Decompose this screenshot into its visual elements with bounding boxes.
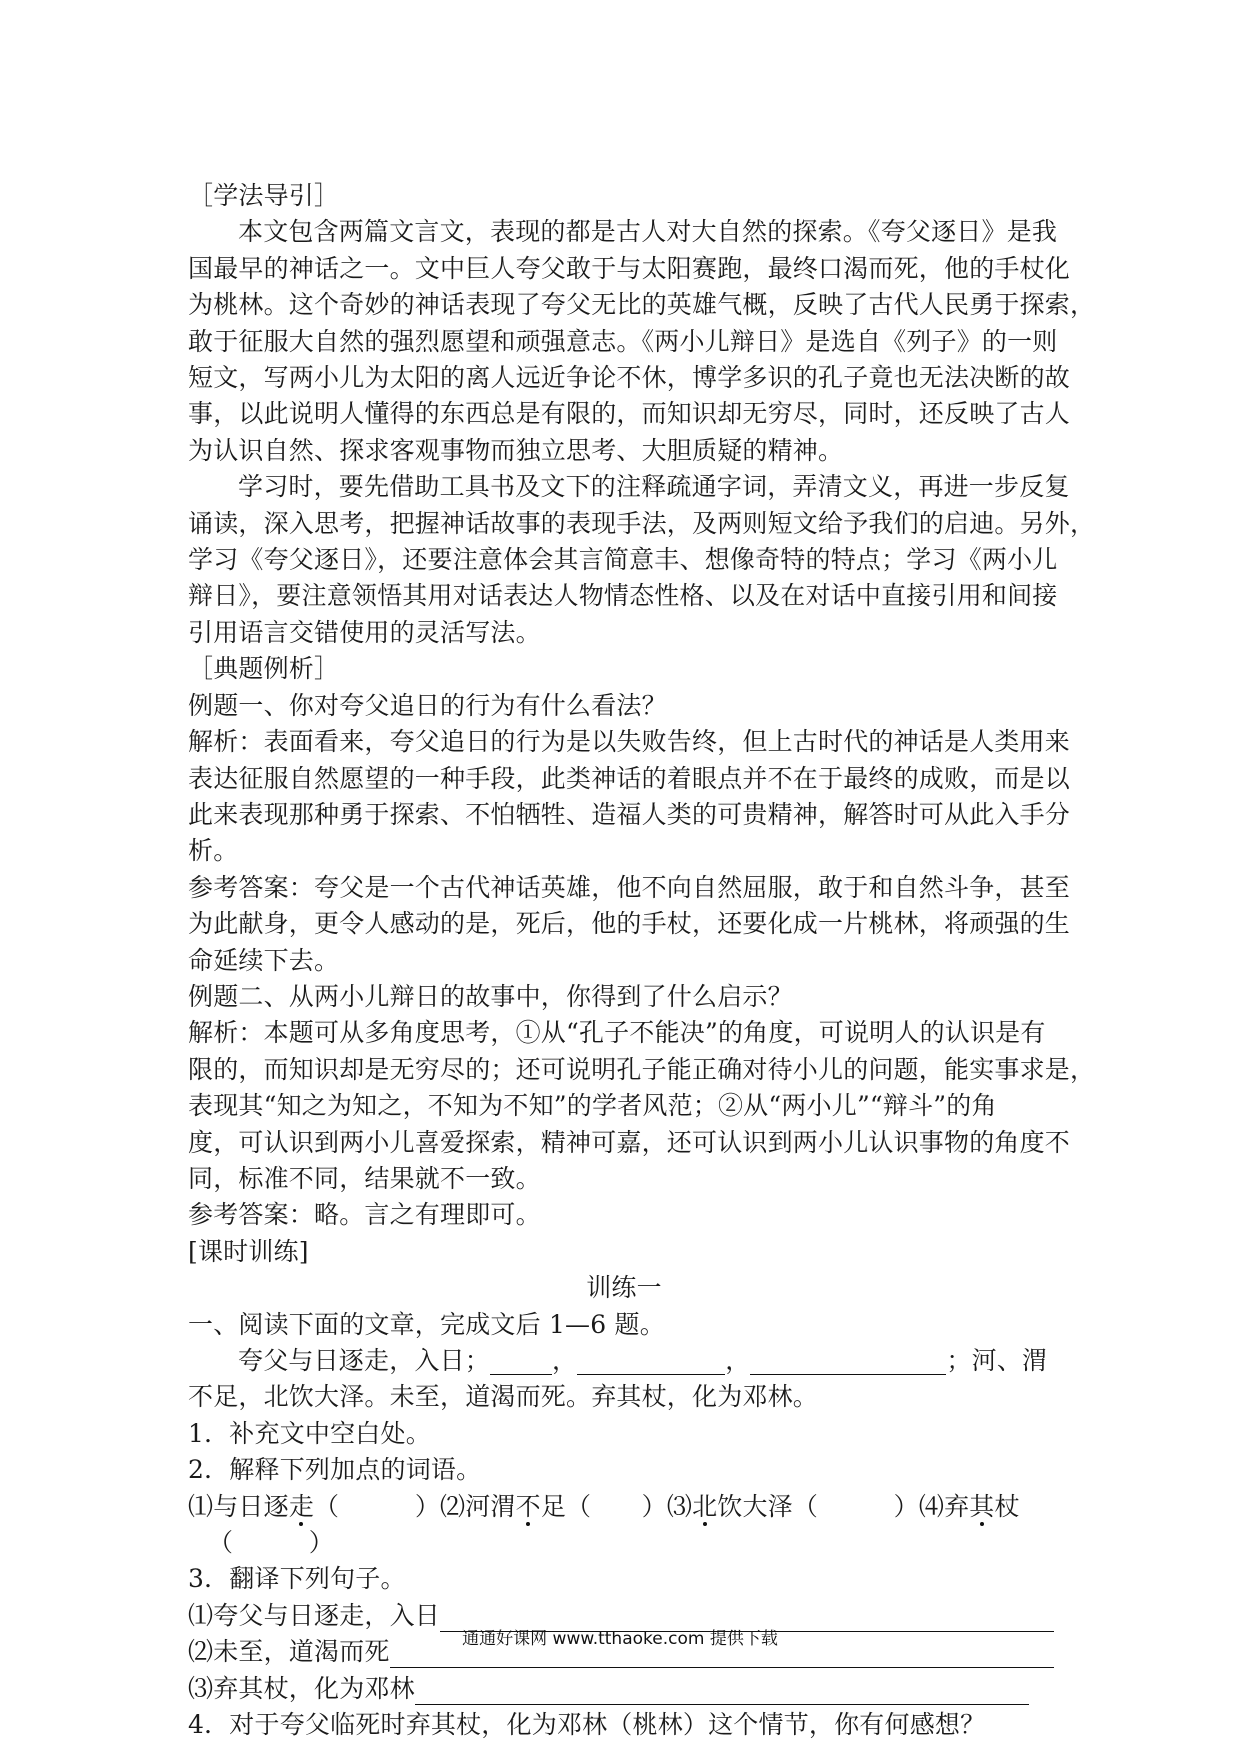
passage-line-1 (188, 1343, 1060, 1379)
paragraph-line: 为桃林。这个奇妙的神话表现了夸父无比的英雄气概，反映了古代人民勇于探索， (188, 290, 1096, 320)
answer-paren[interactable]: （ ） (314, 1491, 441, 1521)
passage-end: 河、渭 (971, 1346, 1048, 1375)
translate-item-2: ⑵未至，道渴而死 (188, 1634, 1060, 1670)
answer-paren[interactable]: （ ） (566, 1491, 667, 1521)
paragraph-line: 敢于征服大自然的强烈愿望和顽强意志。《两小儿辩日》是选自《列子》的一则 (188, 326, 1058, 356)
emphasis-dot-char: 不 (515, 1491, 541, 1521)
q2-item-1: ⑴与日逐走（ ） (188, 1491, 441, 1521)
example-2-analysis-line: 限的，而知识却是无穷尽的；还可说明孔子能正确对待小儿的问题，能实事求是， (188, 1054, 1096, 1084)
example-1-analysis-line: 析。 (188, 836, 239, 866)
fill-blank-2[interactable] (577, 1348, 725, 1375)
examples-heading: ［典题例析］ (188, 654, 340, 684)
fill-blank-3[interactable] (750, 1348, 946, 1375)
fill-blank-1[interactable] (490, 1348, 552, 1375)
emphasis-dot-char: 其 (969, 1491, 995, 1521)
paragraph-line: 事，以此说明人懂得的东西总是有限的，而知识却无穷尽，同时，还反映了古人 (188, 399, 1071, 429)
example-2-question: 例题二、从两小儿辩日的故事中，你得到了什么启示？ (188, 981, 793, 1011)
q2-item-3: ⑶北饮大泽（ ） (666, 1491, 919, 1521)
paragraph-line: 辩日》，要注意领悟其用对话表达人物情态性格、以及在对话中直接引用和间接 (188, 581, 1058, 611)
question-1: 1．补充文中空白处。 (188, 1418, 431, 1448)
answer-paren[interactable]: （ ） (792, 1491, 919, 1521)
paragraph-line: 诵读，深入思考，把握神话故事的表现手法，及两则短文给予我们的启迪。另外， (188, 508, 1096, 538)
training-instruction: 一、阅读下面的文章，完成文后 1—6 题。 (188, 1309, 665, 1339)
paragraph-line: 引用语言交错使用的灵活写法。 (188, 617, 541, 647)
translate-item-3: ⑶弃其杖，化为邓林 (188, 1671, 1060, 1707)
example-1-analysis-line: 此来表现那种勇于探索、不怕牺牲、造福人类的可贵精神，解答时可从此入手分 (188, 799, 1071, 829)
paragraph-line: 学习《夸父逐日》，还要注意体会其言简意丰、想像奇特的特点；学习《两小儿 (188, 545, 1058, 575)
example-2-answer: 参考答案：略。言之有理即可。 (188, 1200, 541, 1230)
question-3: 3．翻译下列句子。 (188, 1564, 406, 1594)
example-1-analysis-line: 表达征服自然愿望的一种手段，此类神话的着眼点并不在于最终的成败，而是以 (188, 763, 1071, 793)
question-2: 2．解释下列加点的词语。 (188, 1455, 482, 1485)
q2-item-4: ⑷弃其杖 (918, 1491, 1020, 1521)
passage-start: 夸父与日逐走，入日； (238, 1346, 491, 1375)
training-title: 训练一 (586, 1273, 662, 1303)
q2-item-4-paren[interactable]: （ ） (208, 1528, 335, 1558)
example-2-analysis-line: 表现其“知之为知之，不知为不知”的学者风范；②从“两小儿”“辩斗”的角 (188, 1091, 997, 1121)
study-guide-heading: ［学法导引］ (188, 181, 340, 210)
example-1-question: 例题一、你对夸父追日的行为有什么看法？ (188, 690, 667, 720)
q2-item-2: ⑵河渭不足（ ） (440, 1491, 667, 1521)
example-1-answer-line: 命延续下去。 (188, 945, 340, 975)
worksheet-page (188, 178, 1096, 1743)
translate-item-1: ⑴夸父与日逐走，入日 (188, 1598, 1060, 1634)
example-2-analysis-line: 解析：本题可从多角度思考，①从“孔子不能决”的角度，可说明人的认识是有 (188, 1018, 1046, 1048)
download-footer: 通通好课网 www.tthaoke.com 提供下载 (462, 1629, 778, 1649)
answer-line[interactable] (415, 1676, 1029, 1705)
question-2-items (188, 1489, 1060, 1525)
example-2-analysis-line: 度，可认识到两小儿喜爱探索，精神可嘉，还可认识到两小儿认识事物的角度不 (188, 1127, 1071, 1157)
passage-comma: ， (725, 1346, 751, 1375)
paragraph-line: 本文包含两篇文言文，表现的都是古人对大自然的探索。《夸父逐日》是我 (238, 217, 1058, 247)
paragraph-line: 为认识自然、探求客观事物而独立思考、大胆质疑的精神。 (188, 435, 844, 465)
passage-comma: ， (552, 1346, 578, 1375)
example-1-answer-line: 参考答案：夸父是一个古代神话英雄，他不向自然屈服，敢于和自然斗争，甚至 (188, 872, 1071, 902)
example-1-analysis-line: 解析：表面看来，夸父追日的行为是以失败告终，但上古时代的神话是人类用来 (188, 727, 1071, 757)
emphasis-dot-char: 走 (288, 1491, 315, 1521)
training-heading: [课时训练] (188, 1236, 309, 1266)
example-1-answer-line: 为此献身，更令人感动的是，死后，他的手杖，还要化成一片桃林，将顽强的生 (188, 909, 1071, 939)
question-4: 4．对于夸父临死时弃其杖，化为邓林（桃林）这个情节，你有何感想？ (188, 1710, 986, 1740)
passage-semicolon: ； (946, 1346, 972, 1375)
paragraph-line: 短文，写两小儿为太阳的离人远近争论不休，博学多识的孔子竟也无法决断的故 (188, 363, 1071, 393)
example-2-analysis-line: 同，标准不同，结果就不一致。 (188, 1163, 541, 1193)
passage-line-2: 不足，北饮大泽。未至，道渴而死。弃其杖，化为邓林。 (188, 1382, 819, 1412)
emphasis-dot-char: 北 (692, 1491, 718, 1521)
paragraph-line: 学习时，要先借助工具书及文下的注释疏通字词，弄清文义，再进一步反复 (238, 472, 1070, 502)
paragraph-line: 国最早的神话之一。文中巨人夸父敢于与太阳赛跑，最终口渴而死，他的手杖化 (188, 253, 1071, 283)
